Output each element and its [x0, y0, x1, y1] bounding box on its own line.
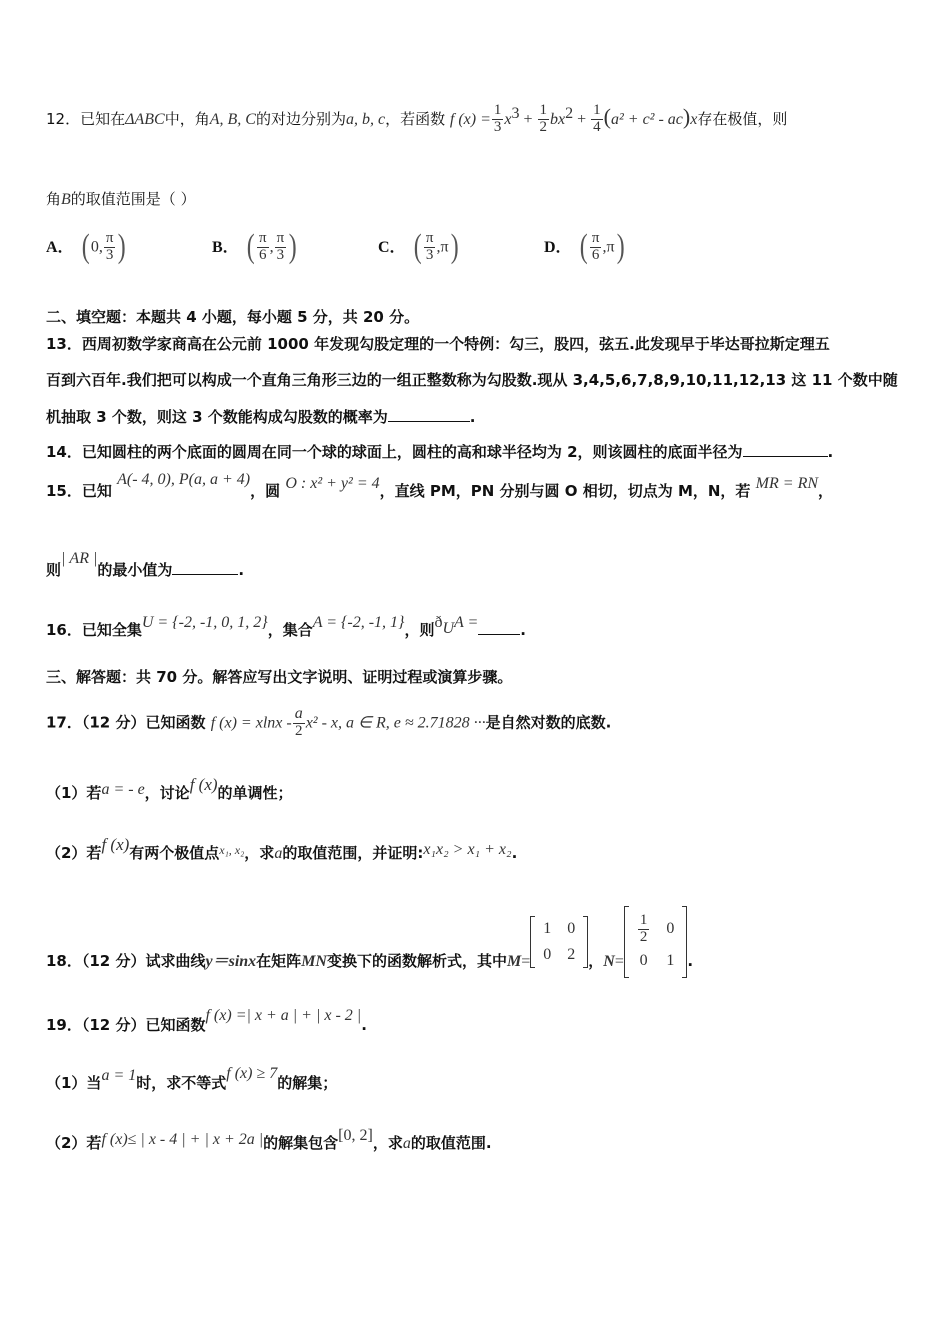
q12-line2: 角B的取值范围是（ ） — [46, 190, 196, 208]
matrix-m: 1 0 0 2 — [530, 916, 588, 968]
q12-number: 12． — [46, 110, 81, 128]
q18-line: 18．（12 分）试求曲线y＝sinx在矩阵MN变换下的函数解析式，其中M= 1 0 0 2 ，N= $\frac{1}{2}$ 0 0 1 . — [46, 900, 693, 972]
answer-blank[interactable] — [172, 560, 238, 575]
option-a[interactable]: A． ( 0, $\frac{\pi}{3}$ ) — [46, 228, 127, 265]
q19-part1: （1）当a = 1时，求不等式f (x) ≥ 7的解集； — [46, 1065, 338, 1092]
q17-line: 17．（12 分）已知函数 f (x) = xlnx - $\frac{a}{2}$ x² - x, a ∈ R, e ≈ 2.71828 ···是自然对数的底数. — [46, 705, 612, 739]
q13-line3: 机抽取 3 个数，则这 3 个数能构成勾股数的概率为 . — [46, 408, 476, 426]
fraction: $\frac{1}{3}$ — [493, 102, 502, 135]
q17-part2: （2）若f (x)有两个极值点$^{x_1, x_2}$，求a的取值范围，并证明:x₁x₂ > x₁ + x₂. — [46, 835, 518, 862]
q19-part2: （2）若f (x)≤ | x - 4 | + | x + 2a |的解集包含[0, 2]，求a的取值范围. — [46, 1127, 492, 1152]
fraction: $\frac{1}{4}$ — [593, 102, 601, 135]
q17-part1: （1）若a = - e，讨论f (x)的单调性； — [46, 775, 293, 802]
q14-line: 14．已知圆柱的两个底面的圆周在同一个球的球面上，圆柱的高和球半径均为 2，则该圆柱的底面半径为 . — [46, 443, 834, 461]
matrix-n: $\frac{1}{2}$ 0 0 1 — [624, 906, 688, 978]
answer-blank[interactable] — [478, 620, 520, 635]
section-3-heading: 三、解答题：共 70 分。解答应写出文字说明、证明过程或演算步骤。 — [46, 668, 513, 686]
fraction: $\frac{1}{2}$ — [539, 102, 548, 135]
q16-line: 16．已知全集U = {-2, -1, 0, 1, 2}，集合A = {-2, -1, 1}，则$ð_UA$ = . — [46, 614, 526, 639]
section-2-heading: 二、填空题：本题共 4 小题，每小题 5 分，共 20 分。 — [46, 308, 420, 326]
answer-blank[interactable] — [743, 442, 828, 457]
q12-function: f (x) = — [449, 111, 491, 128]
q15-line1: 15．已知 A(- 4, 0), P(a, a + 4)，圆 O : x² + y² = 4，直线 PM，PN 分别与圆 O 相切，切点为 M，N，若 MR = RN， — [46, 471, 834, 500]
option-d[interactable]: D． ( $\frac{\pi}{6}$ ,π) — [544, 228, 625, 265]
answer-blank[interactable] — [388, 407, 470, 422]
q12-line1: 12．已知在ΔABC中，角A, B, C的对边分别为a, b, c，若函数 f (x) = $\frac{1}{3}$ $x^3$ + $\frac{1}{2}$ $bx^2$ + $\frac{1}{4}$ (a² + c² - ac)x存在极值，则 — [46, 102, 788, 135]
option-c[interactable]: C． ( $\frac{\pi}{3}$ ,π) — [378, 228, 459, 265]
q19-line: 19．（12 分）已知函数f (x) =| x + a | + | x - 2 |. — [46, 1007, 367, 1034]
q13-line2: 百到六百年.我们把可以构成一个直角三角形三边的一组正整数称为勾股数.现从 3,4,5,6,7,8,9,10,11,12,13 这 11 个数中随 — [46, 371, 898, 389]
option-b[interactable]: B． ( $\frac{\pi}{6}$ , $\frac{\pi}{3}$ ) — [212, 228, 297, 265]
q13-line1: 13．西周初数学家商高在公元前 1000 年发现勾股定理的一个特例：勾三，股四，弦五.此发现早于毕达哥拉斯定理五 — [46, 335, 830, 353]
q15-line2: 则| AR |的最小值为 . — [46, 550, 245, 579]
